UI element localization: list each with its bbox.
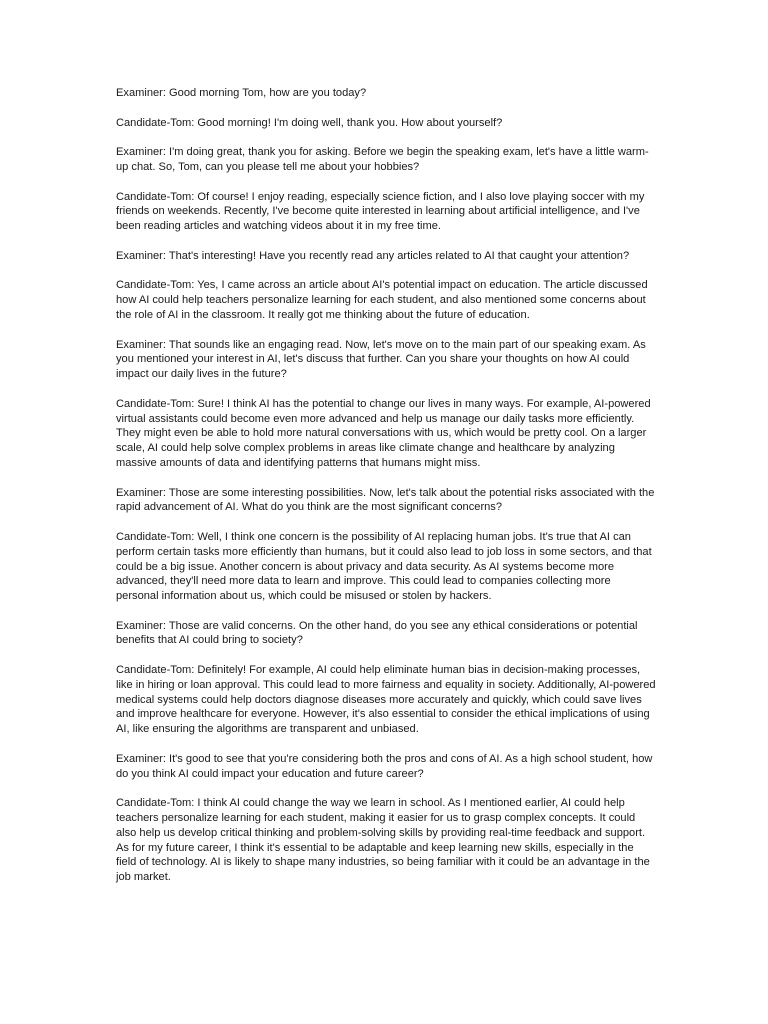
- paragraph-candidate-ethics: Candidate-Tom: Definitely! For example, AI could help eliminate human bias in decision-making processes, like in hiring or loan approval. This could lead to more fairness and equality in society. Additionally, AI-powered medical systems could help doctors diagnose diseases more accurately and quickly, which could save lives and improve healthcare for everyone. However, it's also essential to consider the ethical implications of using AI, like ensuring the algorithms are transparent and unbiased.: [116, 664, 656, 736]
- paragraph-examiner-hobbies-question: Examiner: I'm doing great, thank you for asking. Before we begin the speaking exam, let's have a little warm-up chat. So, Tom, can you please tell me about your hobbies?: [116, 146, 649, 173]
- paragraph-candidate-education: Candidate-Tom: I think AI could change the way we learn in school. As I mentioned earlier, AI could help teachers personalize learning for each student, making it easier for us to grasp complex concepts. It could also help us develop critical thinking and problem-solving skills by providing real-time feedback and support. As for my future career, I think it's essential to be adaptable and keep learning new skills, especially in the field of technology. AI is likely to shape many industries, so being familiar with it could be an advantage in the job market.: [116, 797, 650, 884]
- paragraph-examiner-ethics-question: Examiner: Those are valid concerns. On the other hand, do you see any ethical considerations or potential benefits that AI could bring to society?: [116, 619, 638, 647]
- paragraph-examiner-articles-question: Examiner: That's interesting! Have you recently read any articles related to AI that caught your attention?: [116, 249, 630, 262]
- paragraph-examiner-education-question: Examiner: It's good to see that you're considering both the pros and cons of AI. As a high school student, how do you think AI could impact your education and future career?: [116, 752, 653, 780]
- paragraph-candidate-risks: Candidate-Tom: Well, I think one concern is the possibility of AI replacing human jobs. It's true that AI can perform certain tasks more efficiently than humans, but it could also lead to job loss in some sectors, and that could be a big issue. Another concern is about privacy and data security. As AI systems become more advanced, they'll need more data to learn and improve. This could lead to companies collecting more personal information about us, which could be misused or stolen by hackers.: [116, 530, 652, 603]
- paragraph-examiner-greeting: Examiner: Good morning Tom, how are you today?: [116, 87, 367, 99]
- paragraph-candidate-article: Candidate-Tom: Yes, I came across an article about AI's potential impact on education. The article discussed how AI could help teachers personalize learning for each student, and also mentioned some concerns about the role of AI in the classroom. It really got me thinking about the future of education.: [116, 279, 648, 321]
- dialogue-text: [116, 86, 656, 900]
- paragraph-examiner-risks-question: Examiner: Those are some interesting possibilities. Now, let's talk about the potential risks associated with the rapid advancement of AI. What do you think are the most significant concerns?: [116, 486, 655, 514]
- paragraph-candidate-greeting: Candidate-Tom: Good morning! I'm doing well, thank you. How about yourself?: [116, 116, 503, 129]
- paragraph-candidate-daily-lives: Candidate-Tom: Sure! I think AI has the potential to change our lives in many ways. For example, AI-powered virtual assistants could become even more advanced and help us manage our daily tasks more efficiently. They might even be able to hold more natural conversations with us, which would be pretty cool. On a larger scale, AI could help solve complex problems in areas like climate change and healthcare by analyzing massive amounts of data and identifying patterns that humans might miss.: [116, 397, 651, 469]
- paragraph-examiner-daily-lives-question: Examiner: That sounds like an engaging read. Now, let's move on to the main part of our speaking exam. As you mentioned your interest in AI, let's discuss that further. Can you share your thoughts on how AI could impact our daily lives in the future?: [116, 338, 646, 381]
- paragraph-candidate-hobbies: Candidate-Tom: Of course! I enjoy reading, especially science fiction, and I also love playing soccer with my friends on weekends. Recently, I've become quite interested in learning about artificial intelligence, and I've been reading articles and watching videos about it in my free time.: [116, 190, 645, 233]
